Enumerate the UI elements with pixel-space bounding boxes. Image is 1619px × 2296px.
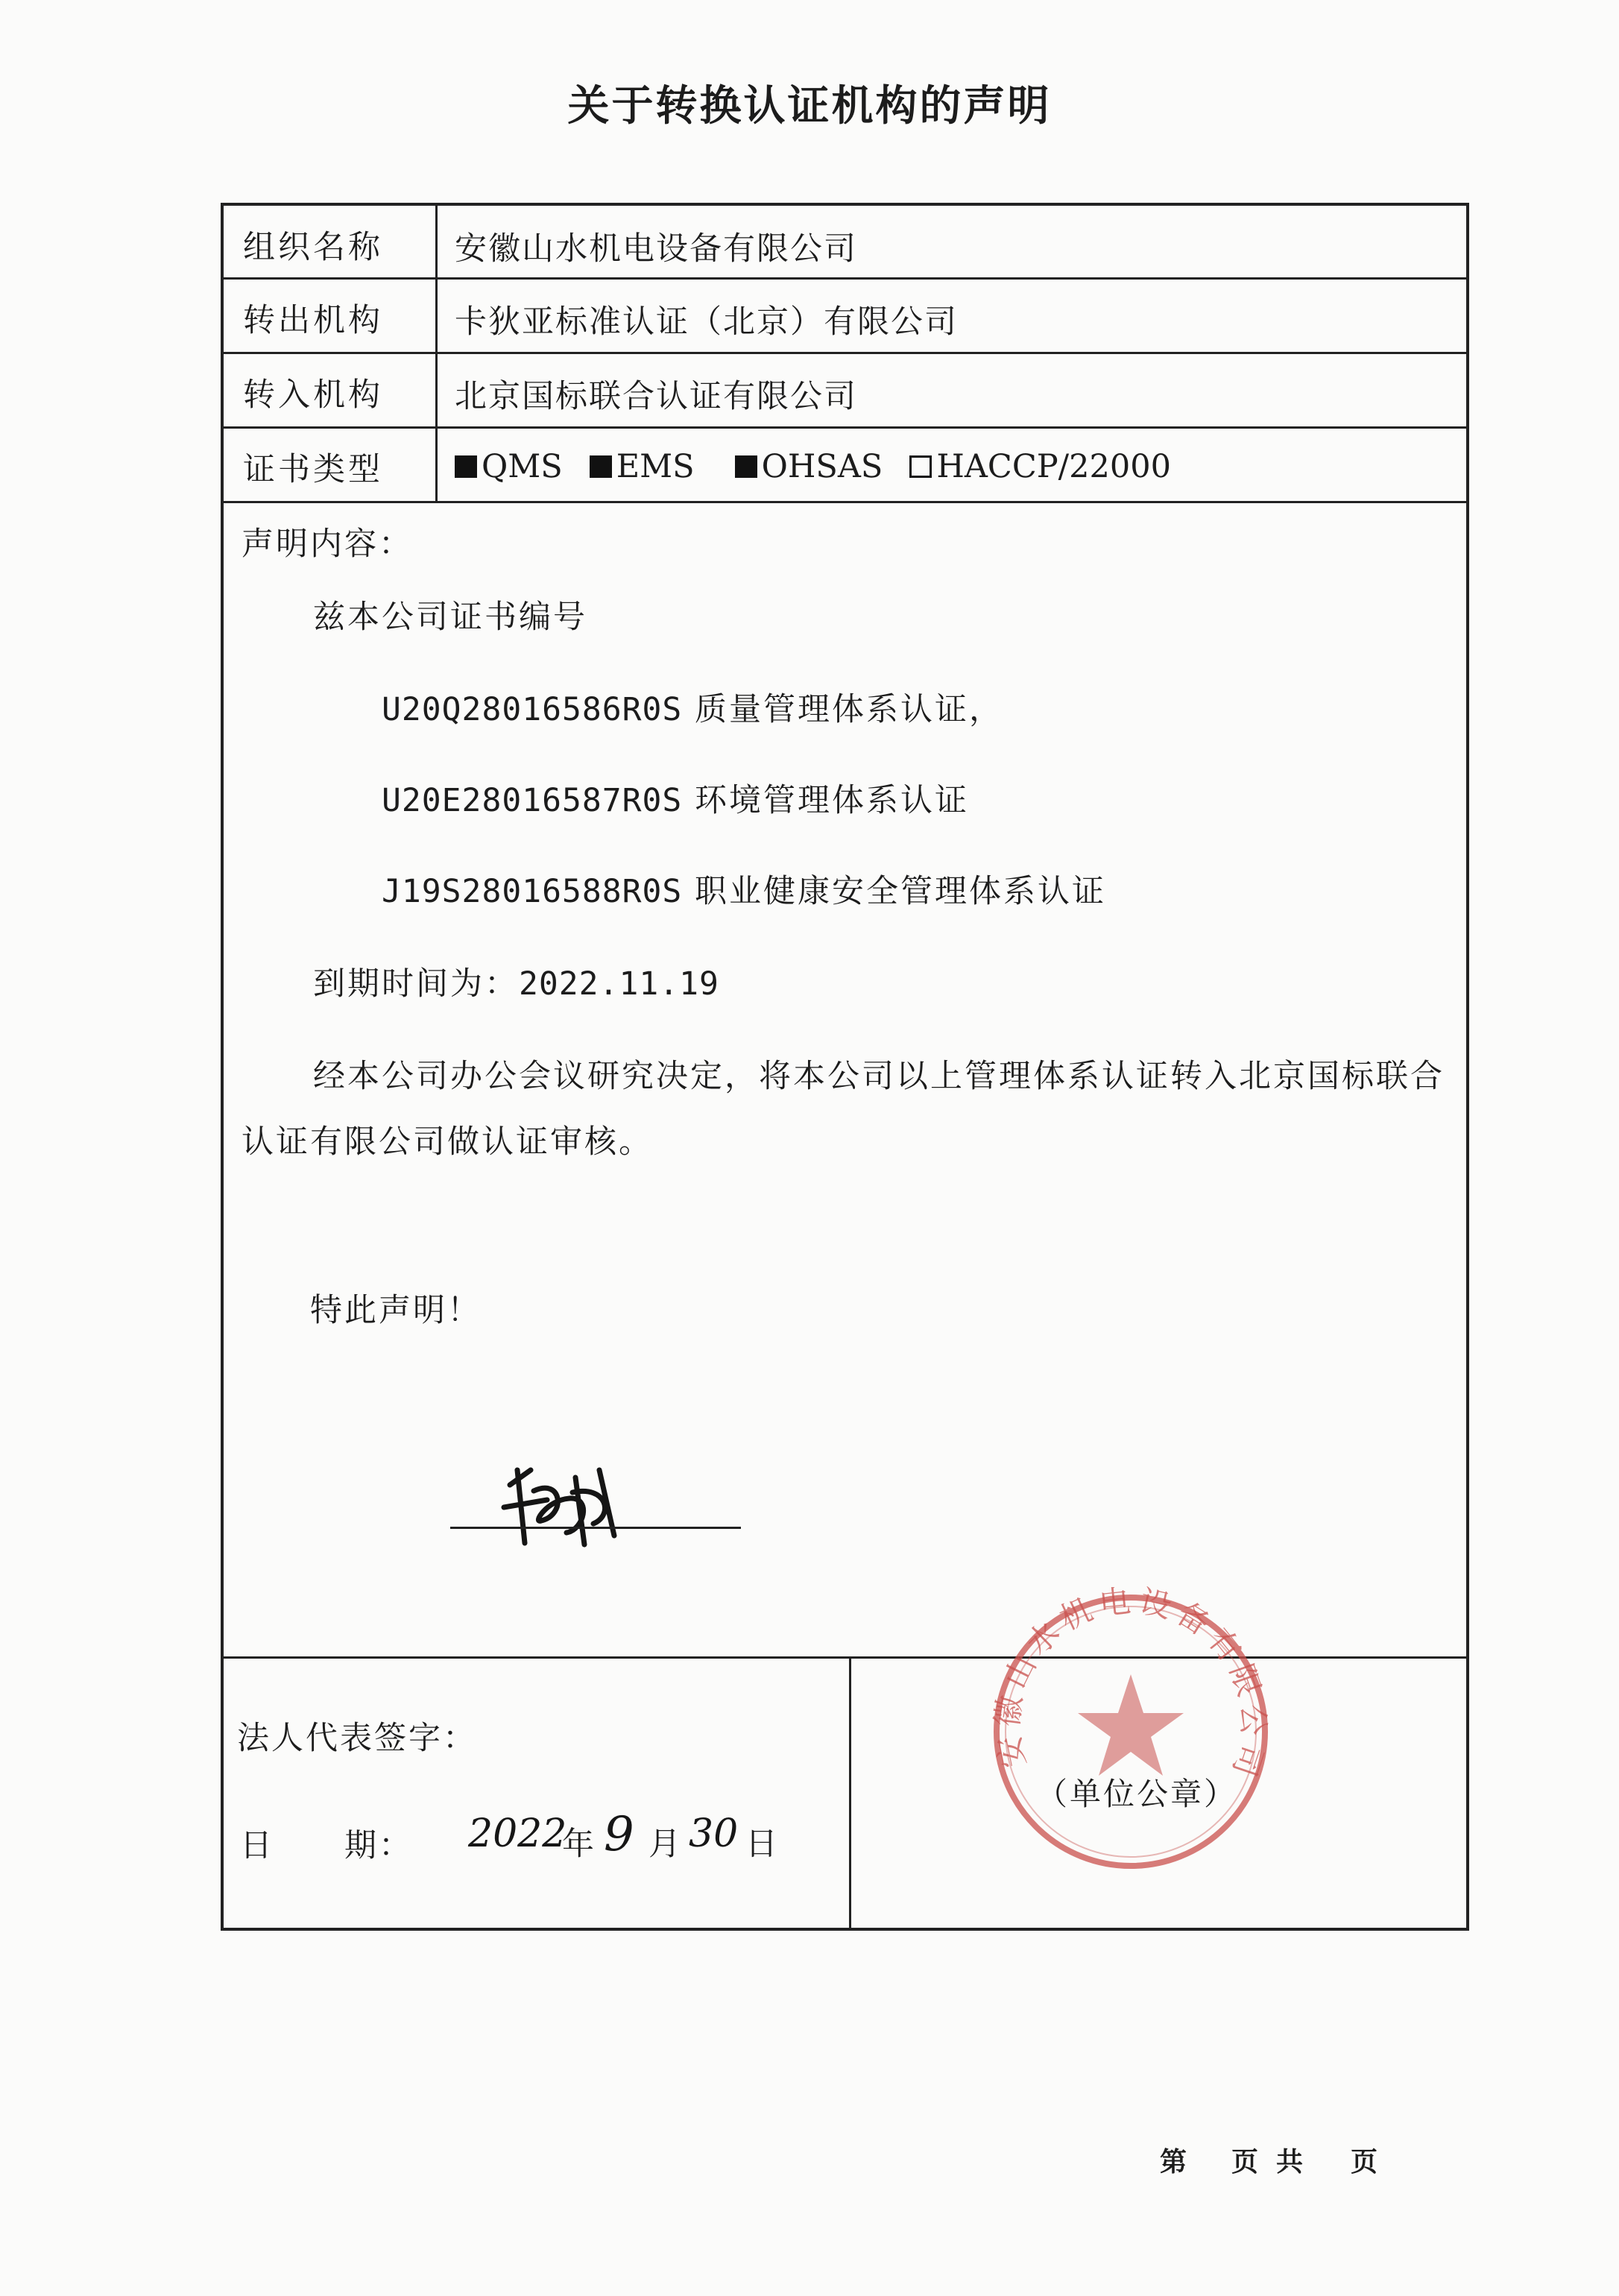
seal-stamp-icon (985, 1586, 1276, 1877)
cert-type-options (455, 448, 1171, 485)
footer-page-char: 页 (1231, 2147, 1259, 2177)
svg-text:安徽山水机电设备有限公司: 安徽山水机电设备有限公司 (988, 1586, 1272, 1787)
cert-description: 质量管理体系认证， (695, 691, 1003, 728)
cert-type-label: 证书类型 (243, 451, 383, 488)
cert-line-2 (382, 775, 969, 821)
document-title: 关于转换认证机构的声明 (567, 82, 1052, 130)
cert-description: 职业健康安全管理体系认证 (695, 873, 1106, 910)
column-divider (435, 206, 438, 501)
cert-type-ohsas-label: OHSAS (761, 448, 883, 485)
cert-line-3 (382, 866, 1106, 912)
cert-type-qms (455, 448, 563, 485)
day-char: 日 (745, 1826, 780, 1863)
checked-box-icon (735, 455, 757, 478)
expiry-label: 到期时间为： (313, 965, 519, 1003)
legal-rep-label: 法人代表签字： (237, 1720, 477, 1757)
month-char: 月 (648, 1826, 683, 1863)
seal-caption: （单位公章） (1036, 1776, 1238, 1812)
unchecked-box-icon (909, 455, 932, 478)
expiry-date: 2022.11.19 (519, 965, 719, 1003)
cert-type-ems-label: EMS (616, 448, 695, 485)
checked-box-icon (455, 455, 477, 478)
date-label-2: 期： (344, 1827, 413, 1864)
date-label-1: 日 (240, 1827, 274, 1864)
column-divider (849, 1656, 851, 1931)
statement-intro: 兹本公司证书编号 (313, 599, 587, 636)
year-char: 年 (562, 1826, 596, 1863)
row-divider (224, 501, 1466, 503)
cert-number: J19S28016588R0S (382, 873, 683, 910)
handwritten-month: 9 (604, 1807, 634, 1862)
closing-statement: 特此声明！ (310, 1292, 482, 1329)
org-name-label: 组织名称 (243, 229, 383, 266)
checked-box-icon (590, 455, 612, 478)
cert-type-haccp-label: HACCP/22000 (936, 448, 1171, 485)
footer-total-char: 页 (1351, 2147, 1378, 2177)
footer-total-label: 共 (1276, 2147, 1304, 2177)
statement-heading: 声明内容： (242, 526, 413, 563)
transfer-in-value: 北京国标联合认证有限公司 (455, 378, 857, 415)
row-divider (224, 277, 1466, 280)
row-divider (224, 426, 1466, 429)
cert-type-qms-label: QMS (482, 448, 563, 485)
cert-type-ohsas (735, 448, 883, 485)
company-seal (985, 1586, 1276, 1877)
org-name-value: 安徽山水机电设备有限公司 (455, 230, 857, 268)
row-divider (224, 352, 1466, 354)
decision-line-1: 经本公司办公会议研究决定，将本公司以上管理体系认证转入北京国标联合 (313, 1058, 1445, 1095)
transfer-out-value: 卡狄亚标准认证（北京）有限公司 (455, 303, 958, 341)
signature-image (495, 1455, 629, 1552)
declaration-table (221, 203, 1469, 1931)
handwritten-day: 30 (689, 1811, 739, 1856)
cert-type-ems (590, 448, 695, 485)
row-divider (224, 1656, 1466, 1659)
cert-type-haccp (909, 448, 1171, 485)
cert-number: U20E28016587R0S (382, 782, 683, 819)
cert-number: U20Q28016586R0S (382, 691, 683, 728)
handwritten-year: 2022 (468, 1811, 567, 1856)
footer-page-label: 第 (1160, 2147, 1187, 2177)
transfer-out-label: 转出机构 (243, 302, 383, 339)
transfer-in-label: 转入机构 (243, 376, 383, 414)
signature-underline (450, 1527, 741, 1529)
cert-description: 环境管理体系认证 (695, 782, 969, 819)
cert-line-1 (382, 684, 1003, 730)
expiry-line (313, 959, 719, 1004)
decision-line-2: 认证有限公司做认证审核。 (242, 1123, 653, 1161)
